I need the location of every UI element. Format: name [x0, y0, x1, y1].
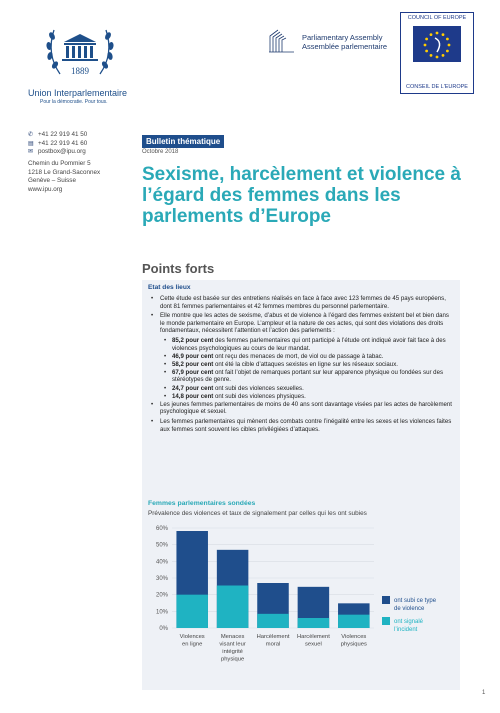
- x-tick-label: Harcèlement: [296, 634, 330, 640]
- chart-subtitle: Prévalence des violences et taux de signalement par celles qui les ont subies: [148, 510, 367, 517]
- x-tick-label: Harcèlement: [256, 634, 290, 640]
- contact-block: [28, 131, 87, 157]
- legend-label-total-line2: de violence: [394, 606, 425, 612]
- legend-label-reported: ont signalé: [394, 619, 424, 625]
- x-tick-label: physiques: [340, 641, 367, 648]
- fax-number: +41 22 919 41 60: [38, 139, 88, 147]
- stat-text: des femmes parlementaires qui ont participé à l’étude ont indiqué avoir fait face à des violences psychologiques au cours de leur mandat.: [172, 336, 446, 352]
- list-item: • Les femmes parlementaires qui mènent des combats contre l’inégalité entre les sexes et les violences faites aux femmes sont souvent les cibles privilégiées d’attaques.: [148, 418, 454, 433]
- email-icon: ✉: [28, 149, 34, 155]
- stat-text: ont été la cible d’attaques sexistes en ligne sur les réseaux sociaux.: [213, 360, 398, 368]
- list-item: • Les jeunes femmes parlementaires de moins de 40 ans sont davantage visées par les actes de harcèlement psychologique et sexuel.: [148, 401, 454, 416]
- bar-4-reported: [298, 618, 330, 628]
- stat-value: 24,7 pour cent: [172, 384, 214, 392]
- bullet-list: [148, 295, 454, 435]
- x-tick-label: sexuel: [305, 641, 322, 648]
- email-address[interactable]: postbox@ipu.org: [38, 148, 86, 155]
- stat-text: ont reçu des menaces de mort, de viol ou de passage à tabac.: [213, 352, 384, 360]
- y-tick-label: 60%: [155, 526, 168, 532]
- legend-swatch-total: [382, 596, 390, 604]
- section-heading: Points forts: [142, 261, 215, 276]
- eu-flag-icon: [413, 26, 461, 62]
- y-tick-label: 10%: [155, 609, 168, 616]
- x-tick-label: Menaces: [220, 634, 245, 640]
- x-tick-label: visant leur: [219, 641, 246, 648]
- x-tick-label: moral: [265, 641, 281, 648]
- bar-5-reported: [338, 615, 370, 628]
- y-tick-label: 30%: [155, 576, 168, 582]
- sub-list-item: [148, 369, 454, 384]
- coe-logo: [400, 12, 474, 94]
- stat-value: 14,8 pour cent: [172, 392, 214, 400]
- coe-top-text: COUNCIL OF EUROPE: [407, 15, 467, 21]
- sub-list-item: [148, 361, 454, 369]
- address-line-3: Genève – Suisse: [28, 177, 76, 184]
- ipu-name: Union Interparlementaire: [28, 88, 128, 98]
- sub-list-item: [148, 385, 454, 393]
- ipu-motto: Pour la démocratie. Pour tous.: [40, 99, 108, 105]
- stat-value: 67,9 pour cent: [172, 368, 214, 376]
- bulletin-label: Bulletin thématique: [142, 135, 224, 148]
- stat-value: 85,2 pour cent: [172, 336, 214, 344]
- ipu-year: 1889: [71, 66, 89, 76]
- x-tick-label: physique: [220, 656, 245, 663]
- bar-3-reported: [257, 614, 289, 628]
- legend-label-total: ont subi ce type: [394, 598, 437, 604]
- sub-list-item: [148, 353, 454, 361]
- stat-text: ont subi des violences sexuelles.: [213, 384, 304, 392]
- bar-2-reported: [217, 586, 249, 629]
- list-item: • Cette étude est basée sur des entretiens réalisés en face à face avec 123 femmes de 45 pays européens, dont 81 femmes parlementaires et 42 femmes membres du personnel parlementaire.: [148, 295, 454, 310]
- page-title: Sexisme, harcèlement et violence à l’égard des femmes dans les parlements d’Europe: [142, 164, 461, 227]
- website-link[interactable]: www.ipu.org: [28, 185, 63, 193]
- address-block: [28, 160, 100, 194]
- phone-icon: ✆: [28, 132, 34, 138]
- phone-number: +41 22 919 41 50: [38, 131, 88, 138]
- stat-text: ont subi des violences physiques.: [213, 392, 306, 400]
- y-tick-label: 20%: [155, 592, 168, 599]
- pace-name: [302, 33, 387, 51]
- stat-value: 46,9 pour cent: [172, 352, 214, 360]
- bar-1-reported: [176, 595, 208, 628]
- stat-text: ont fait l’objet de remarques portant sur leur apparence physique ou fondées sur des stéréotypes de genre.: [172, 368, 444, 384]
- ipu-logo: [40, 16, 120, 86]
- address-line-1: Chemin du Pommier 5: [28, 160, 91, 167]
- x-tick-label: intégrité: [222, 649, 243, 655]
- legend-swatch-reported: [382, 617, 390, 625]
- y-tick-label: 40%: [155, 559, 168, 566]
- bar-chart: [142, 518, 460, 668]
- sub-list-item: [148, 393, 454, 401]
- stat-value: 58,2 pour cent: [172, 360, 214, 368]
- x-tick-label: en ligne: [182, 641, 203, 648]
- x-tick-label: Violences: [179, 634, 205, 640]
- page-number: 1: [482, 690, 486, 696]
- coe-bottom-text: CONSEIL DE L'EUROPE: [406, 84, 468, 90]
- subsection-heading: Etat des lieux: [148, 284, 191, 291]
- chart-title: Femmes parlementaires sondées: [148, 500, 256, 507]
- y-tick-label: 50%: [155, 542, 168, 549]
- x-tick-label: Violences: [341, 634, 367, 640]
- address-line-2: 1218 Le Grand-Saconnex: [28, 168, 101, 176]
- publication-date: Octobre 2018: [142, 149, 179, 155]
- pace-line-1: Parliamentary Assembly: [302, 33, 383, 42]
- list-item: • Elle montre que les actes de sexisme, d’abus et de violence à l’égard des femmes existent bel et bien dans le monde parlementaire en Europe. L’ampleur et la nature de ces actes, qui sont des violations des droits fondamentaux, nécessitent l’attention et l’action des parlements :: [148, 312, 454, 335]
- legend-label-reported-line2: l’incident: [394, 627, 418, 633]
- y-tick-label: 0%: [159, 626, 168, 632]
- fax-icon: ▤: [28, 140, 34, 147]
- sub-list-item: [148, 337, 454, 352]
- pace-logo-icon: [268, 28, 298, 54]
- pace-line-2: Assemblée parlementaire: [302, 42, 388, 51]
